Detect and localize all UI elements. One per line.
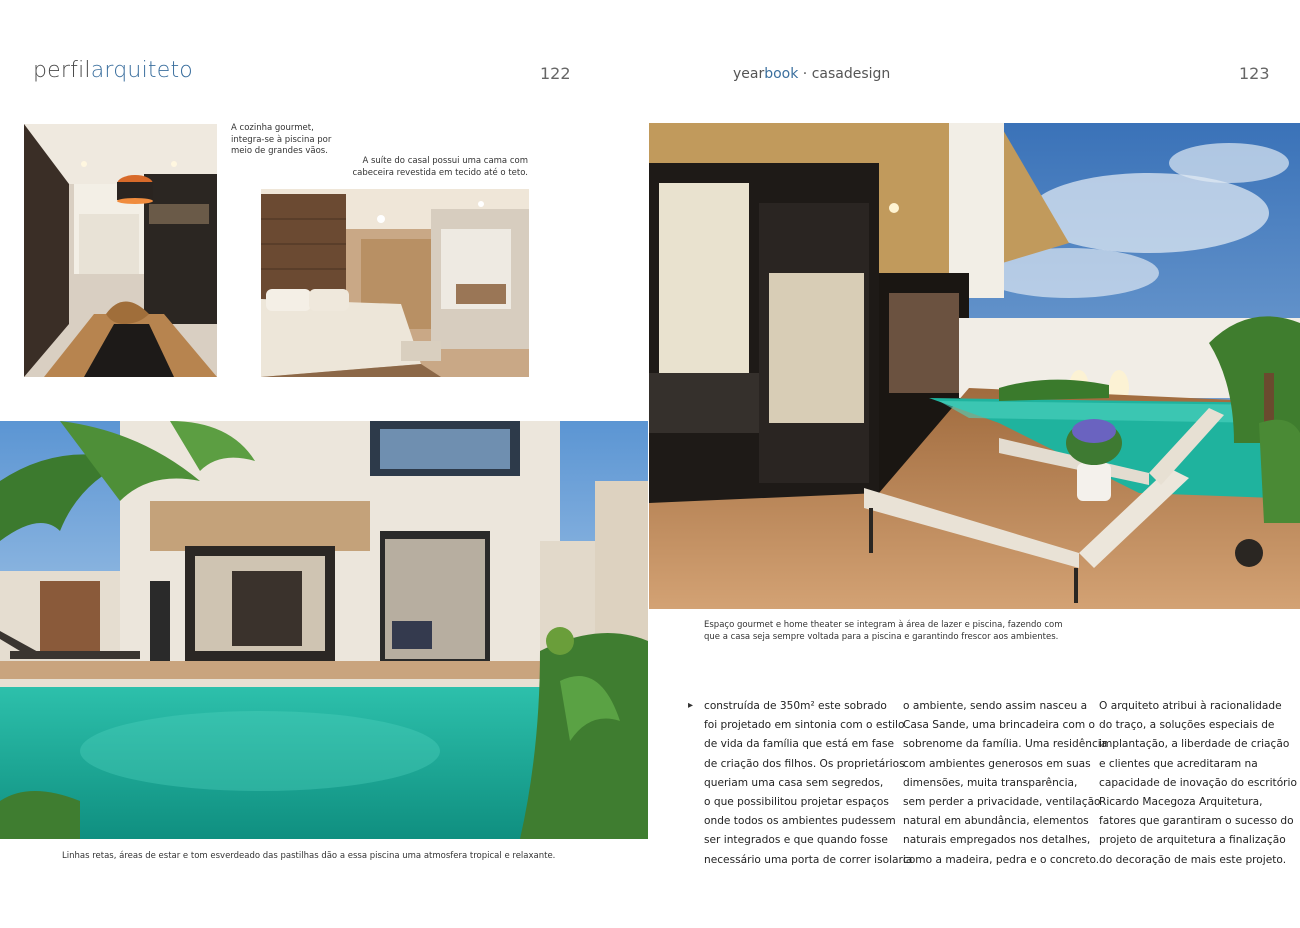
text-line: o ambiente, sendo assim nasceu a [903,700,1088,712]
text-line: capacidade de inovação do escritório [1099,776,1297,789]
section-title-prefix: perfil [33,58,91,83]
text-line: Casa Sande, uma brincadeira com o [903,719,1095,732]
caption-line: cabeceira revestida em tecido até o teto. [352,167,528,178]
text-line: sobrenome da família. Uma residência [903,738,1108,751]
text-line: queriam uma casa sem segredos, [704,776,884,789]
caption-kitchen [231,123,331,158]
magazine-brand-title [733,66,890,82]
text-line: necessário uma porta de correr isolaria [704,853,913,866]
text-line: com ambientes generosos em suas [903,757,1091,770]
bedroom-photo [261,189,529,377]
caption-line: A suíte do casal possui uma cama com [362,156,528,166]
caption-line: integra-se à piscina por [231,134,332,145]
text-line: Ricardo Macegoza Arquitetura, [1099,796,1263,809]
brand-accent: book [764,66,799,82]
text-line: implantação, a liberdade de criação [1099,738,1290,751]
gourmet-area-photo [649,123,1300,609]
brand-suffix: · casadesign [798,66,891,82]
caption-line: A cozinha gourmet, [231,123,314,133]
kitchen-photo [24,124,217,377]
body-column-3 [1099,697,1297,870]
page-number-right: 123 [1239,64,1270,83]
caption-pool: Linhas retas, áreas de estar e tom esverdeado das pastilhas dão a essa piscina uma atmosfera tropical e relaxante. [62,851,556,861]
caption-line: que a casa seja sempre voltada para a piscina e garantindo frescor aos ambientes. [704,631,1059,642]
text-line: e clientes que acreditaram na [1099,757,1258,770]
body-column-2 [903,697,1107,870]
caption-suite [350,156,528,179]
text-line: onde todos os ambientes pudessem [704,815,896,828]
text-line: naturais empregados nos detalhes, [903,834,1091,847]
paragraph-bullet-icon: ▸ [688,700,694,711]
text-line: o que possibilitou projetar espaços [704,796,889,809]
text-line: como a madeira, pedra e o concreto. [903,853,1100,866]
caption-gourmet [704,620,1063,643]
text-line: fatores que garantiram o sucesso do [1099,815,1294,828]
section-title-accent: arquiteto [90,58,193,83]
caption-line: Espaço gourmet e home theater se integram à área de lazer e piscina, fazendo com [704,620,1063,630]
caption-line: meio de grandes vãos. [231,146,328,156]
brand-prefix: year [733,66,765,82]
text-line: projeto de arquitetura a finalização [1099,834,1286,847]
text-line: de vida da família que está em fase [704,738,895,751]
pool-photo [0,421,648,839]
text-line: de criação dos filhos. Os proprietários [704,757,905,770]
text-line: sem perder a privacidade, ventilação [903,796,1101,809]
text-line: ser integrados e que quando fosse [704,834,888,847]
body-column-1 [704,697,912,870]
text-line: do decoração de mais este projeto. [1099,853,1287,866]
text-line: dimensões, muita transparência, [903,776,1078,789]
text-line: natural em abundância, elementos [903,815,1089,828]
magazine-section-title [33,58,193,83]
text-line: do traço, a soluções especiais de [1099,719,1275,732]
page-number-left: 122 [540,64,571,83]
text-line: construída de 350m² este sobrado [704,700,887,712]
text-line: O arquiteto atribui à racionalidade [1099,700,1282,712]
text-line: foi projetado em sintonia com o estilo [704,719,905,732]
